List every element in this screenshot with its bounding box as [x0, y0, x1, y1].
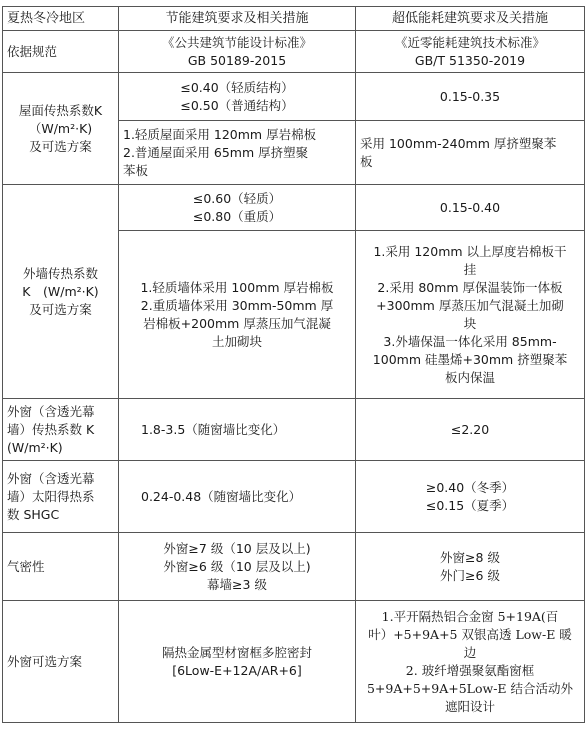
window-opt-col3-line: 5+9A+5+9A+5Low-E 结合活动外: [366, 680, 574, 696]
wall-opt-line: 块: [463, 315, 477, 331]
window-k-col3: ≤2.20: [356, 399, 585, 461]
wall-opt-line: 挂: [463, 261, 477, 277]
roof-opt-line: 2.普通屋面采用 65mm 厚挤塑聚: [123, 144, 309, 160]
shgc-col3-line: ≥0.40（冬季）: [425, 479, 515, 495]
window-opt-col3-line: 叶）+5+9A+5 双银高透 Low-E 暖: [368, 626, 572, 642]
roof-opt-line: 1.轻质屋面采用 120mm 厚岩棉板: [123, 126, 317, 142]
window-opt-label: 外窗可选方案: [3, 601, 119, 723]
airtight-label: 气密性: [3, 533, 119, 601]
airtight-col2-line: 外窗≥6 级（10 层及以上): [163, 558, 311, 574]
wall-opt-line: 岩棉板+200mm 厚蒸压加气混凝: [143, 315, 331, 331]
window-opt-col3-line: 遮阳设计: [444, 698, 495, 714]
window-k-row: [3, 399, 585, 461]
wall-req-col3: 0.15-0.40: [356, 185, 585, 231]
wall-opt-line: 100mm 硅墨烯+30mm 挤塑聚苯: [372, 351, 568, 367]
comparison-table: [2, 6, 585, 723]
header-region: 夏热冬冷地区: [3, 7, 119, 31]
airtight-col2-line: 幕墙≥3 级: [207, 576, 267, 592]
roof-label-line: 及可选方案: [29, 138, 92, 154]
wall-req-line: ≤0.60（轻质）: [192, 190, 282, 206]
basis-col3-line: 《近零能耗建筑技术标准》: [394, 34, 545, 50]
roof-opt-col2: [119, 121, 356, 185]
wall-opt-line: +300mm 厚蒸压加气混凝土加砌: [376, 297, 564, 313]
basis-col2: [119, 31, 356, 73]
roof-req-line: ≤0.40（轻质结构）: [180, 79, 294, 95]
window-opt-col2-line: 隔热金属型材窗框多腔密封: [161, 644, 312, 660]
wall-label: [3, 185, 119, 399]
wall-opt-line: 板内保温: [444, 369, 495, 385]
basis-col3-line: GB/T 51350-2019: [414, 52, 526, 68]
window-opt-col2: [119, 601, 356, 723]
window-k-col2: 1.8-3.5（随窗墙比变化）: [119, 399, 356, 461]
airtight-col3: [356, 533, 585, 601]
roof-label-line: 屋面传热系数K: [18, 102, 103, 118]
roof-opt-line: 苯板: [123, 162, 149, 178]
wall-opt-line: 2.采用 80mm 厚保温装饰一体板: [377, 279, 563, 295]
header-row: [3, 7, 585, 31]
roof-opt-line: 采用 100mm-240mm 厚挤塑聚苯: [360, 135, 557, 151]
window-k-label-line: 外窗（含透光幕: [7, 403, 95, 419]
window-opt-col2-line: [6Low-E+12A/AR+6]: [172, 662, 302, 678]
roof-req-row: [3, 73, 585, 121]
wall-opt-col3: [356, 231, 585, 399]
roof-req-col3: 0.15-0.35: [356, 73, 585, 121]
shgc-label: [3, 461, 119, 533]
wall-req-line: ≤0.80（重质）: [192, 208, 282, 224]
wall-opt-line: 土加砌块: [211, 333, 262, 349]
airtight-col2-line: 外窗≥7 级（10 层及以上): [163, 540, 311, 556]
roof-label: [3, 73, 119, 185]
window-opt-col3-line: 1.平开隔热铝合金窗 5+19A(百: [381, 608, 559, 624]
shgc-label-line: 墙）太阳得热系: [7, 488, 95, 504]
roof-opt-line: 板: [360, 153, 373, 169]
roof-req-col2: [119, 73, 356, 121]
window-k-label-line: 墙）传热系数 K: [7, 421, 95, 437]
shgc-label-line: 外窗（含透光幕: [7, 470, 95, 486]
window-opt-row: [3, 601, 585, 723]
basis-col2-line: GB 50189-2015: [187, 52, 287, 68]
basis-col2-line: 《公共建筑节能设计标准》: [161, 34, 312, 50]
wall-opt-line: 1.轻质墙体采用 100mm 厚岩棉板: [140, 279, 334, 295]
wall-label-line: 及可选方案: [29, 301, 92, 317]
window-k-label-line: (W/m²·K): [7, 439, 63, 455]
wall-req-row: [3, 185, 585, 231]
wall-label-line: K (W/m²·K): [22, 283, 99, 299]
basis-row: [3, 31, 585, 73]
airtight-col3-line: 外门≥6 级: [440, 567, 500, 583]
airtight-col3-line: 外窗≥8 级: [440, 549, 500, 565]
basis-col3: [356, 31, 585, 73]
wall-opt-line: 1.采用 120mm 以上厚度岩棉板干: [373, 243, 567, 259]
window-opt-col3: [356, 601, 585, 723]
roof-label-line: （W/m²·K): [28, 120, 93, 136]
shgc-col2: 0.24-0.48（随窗墙比变化）: [119, 461, 356, 533]
shgc-col3: [356, 461, 585, 533]
airtight-col2: [119, 533, 356, 601]
wall-req-col2: [119, 185, 356, 231]
header-ultra-low: 超低能耗建筑要求及关措施: [356, 7, 585, 31]
roof-opt-col3: [356, 121, 585, 185]
shgc-col3-line: ≤0.15（夏季）: [425, 497, 515, 513]
wall-label-line: 外墙传热系数: [22, 265, 98, 281]
shgc-label-line: 数 SHGC: [7, 506, 60, 522]
wall-opt-line: 2.重质墙体采用 30mm-50mm 厚: [140, 297, 334, 313]
airtight-row: [3, 533, 585, 601]
shgc-row: [3, 461, 585, 533]
window-opt-col3-line: 边: [463, 644, 477, 660]
window-opt-col3-line: 2. 玻纤增强聚氨酯窗框: [405, 662, 535, 678]
window-k-label: [3, 399, 119, 461]
roof-req-line: ≤0.50（普通结构）: [180, 97, 294, 113]
wall-opt-line: 3.外墙保温一体化采用 85mm-: [383, 333, 557, 349]
wall-opt-col2: [119, 231, 356, 399]
basis-label: 依据规范: [3, 31, 119, 73]
header-energy-saving: 节能建筑要求及相关措施: [119, 7, 356, 31]
